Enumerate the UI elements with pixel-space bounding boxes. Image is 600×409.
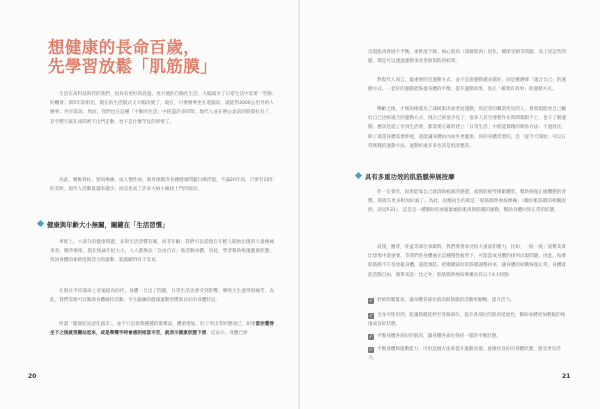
left-paragraph-1: 生活在高科技時代的我們，因為有更好的設施，更方便的自動化生活，大幅減少了日常生活中需要「勞動」的機會；與5年前相比，現在的生活模式又大幅改變了，現在，只要辦事坐在電腦前，就能對3000公里外的人辦事，共享資訊；然而，我們也在這種「不動的生活」中耗盡許多時間，現代人並在辦公桌前的時間拉長了，甚至整天窩在座間裡不出門走動，也不是什麼罕見的事情了。 [50,92,274,125]
title-line-2: 先學習放鬆「肌筋膜」 [48,57,217,76]
list-item-text: 全身可使用到，能讓筋膜延伸至各個部位，提升各部位的肌肉延展性，幫助身體更加輕鬆的恢復成良好狀態。 [368,313,566,328]
left-paragraph-2: 為此，腰椎脊柱、頸肩痠痛、成人慢性病，肌骨損傷等各種健康問題日漸浮現，不論20年前，只要有10年的差距，現代人活動量越來越少，而這也成了許多大病小痛找上門的原因。 [50,178,274,193]
left-paragraph-4: 在現在平均壽命上普遍提高的代，身體一旦出了問題，日常生活也會受到影響，導致大生過得很痛苦，為此，我們需要可以幫助身體維持活動，平生鍛鍊的健康運動習慣與良好的身體狀況。 [50,289,274,304]
page-number-right: 21 [562,373,571,380]
heading-text: 具有多重功效的肌筋膜伸展按摩 [365,173,455,181]
right-paragraph-3: 樂齡之後，才後知後覺為了減緩肌肉衰老而運動，用記者的職業所見的人，會發現能看自己屬於自己比較適合的運動方式，現在已經很少見了；很多人甚至連要作在時間都跟不上，也不了解運動，應該是從工作到生活裡，都需要正確的建立「日常生活」中就能實踐的簡易方法：不過放比，除了適當身體需要伸展，還能讓身體由內而外更健康，你的身體需要的，是「從今天開始」可以日常實踐的運動方法，運動好處多多也該是很清楚的。 [368,107,566,149]
right-paragraph-4: 作一定要有，如果能靠自己就消除疲累的感覺，或預防疲勞積累體狀，幫助恢復正確體態的習慣，那就有更多附加好處了。為此，因應而生的就是「肌筋膜伸展按摩操」（關於肌筋膜的相關說明，請見P.31），這是是一種幫助你放鬆緊繃的肌肉與筋膜的運動，幫助身體回到正常的狀態。 [368,190,566,214]
left-section-heading [38,221,168,229]
right-paragraph-2: 對現代人而言，最重要的是運動方式，並不是說運動越多越好，而是應選擇「適合自己」的運動方式。一套好的運動能恢復身體的平衡，提升運動效果，真正「確實有效果」的運動方式。 [368,78,566,93]
list-item [368,345,566,363]
list-item-text: 平衡身體與運動能力，可用這個方法來提升運動表現，並維持良好的身體狀態，感受更有活力。 [368,347,561,362]
checkbox-icon: ✓ [368,297,374,304]
chapter-title [48,38,278,76]
paragraph-5-end: 。這表示，身體已經 [206,331,248,337]
right-page [300,0,600,409]
checkbox-icon: ✓ [368,346,374,353]
list-item [368,296,566,305]
heading-prefix: 健康與年齡大小無關，關鍵在 [47,221,131,229]
checkbox-icon: ✓ [368,312,374,319]
diamond-bullet-icon [355,172,362,179]
right-section-heading [356,173,454,181]
list-item-text: 舒緩筋膜緊張，讓身體各部位肌肉與筋膜的活動更順暢，提升活力。 [377,298,515,303]
left-paragraph-3: 事實上，大部分的健康問題，多與生活習慣有關，而非年齡；我們可以從現在年輕人開始出現的大量痠痛來看，腰背痠疼，現在無論年紀大小，人人都無法「自由自在」地活動身體，因此，學習幫助恢復健康狀態，找回身體的柔軟度與活力的運動，就越顯得有不容易。 [50,240,274,264]
list-item [368,332,566,341]
heading-highlight: 「生活習慣」 [130,221,169,229]
right-paragraph-1: 出現肌肉發展不平衡，柔軟度下降、核心肌肉（深層肌肉）退化，關節受損等問題，而上述這些問題，都是可以透過運動來改善與預防的結果。 [368,50,566,65]
paragraph-5-start: 所謂「健康狀況惡化越差」，並不只是指我種種的奮嘆氣，體重增加，肚子突出等狀態而已，如果 [59,322,256,327]
paragraph-5-emphasis: 當你覺得坐下之後就很難站起來，或是舉雙手時會感到相當辛苦，就表示健康狀態下滑 [50,322,274,337]
list-item-text: 平衡身體各部位的肌肉，讓身體各部位保持一樣的平衡狀態。 [377,334,502,339]
page-number-left: 20 [28,373,37,380]
list-item [368,311,566,329]
title-line-1: 想健康的長命百歲， [48,38,201,57]
right-paragraph-5: 肩頸，腰背，骨盆等部位承載時，我們要著承受很大重量和壓力，比如，一般一般；姿勢其實比想像中還重要，等我們的身體處在這種慢性疲勞下，可能造成身體的排列出現問題。因此，按摩肌筋膜不只是放鬆身體，還能預防，把關鍵部位的筋膜調整回來，讓身體的結構恢復正常，身體就能活動自如，簡單來說：比之外，肌筋膜伸展按摩操具有以下4大特點： [368,245,566,278]
checkbox-icon: ✓ [368,333,374,340]
diamond-bullet-icon [37,220,44,227]
left-paragraph-5 [50,320,274,338]
